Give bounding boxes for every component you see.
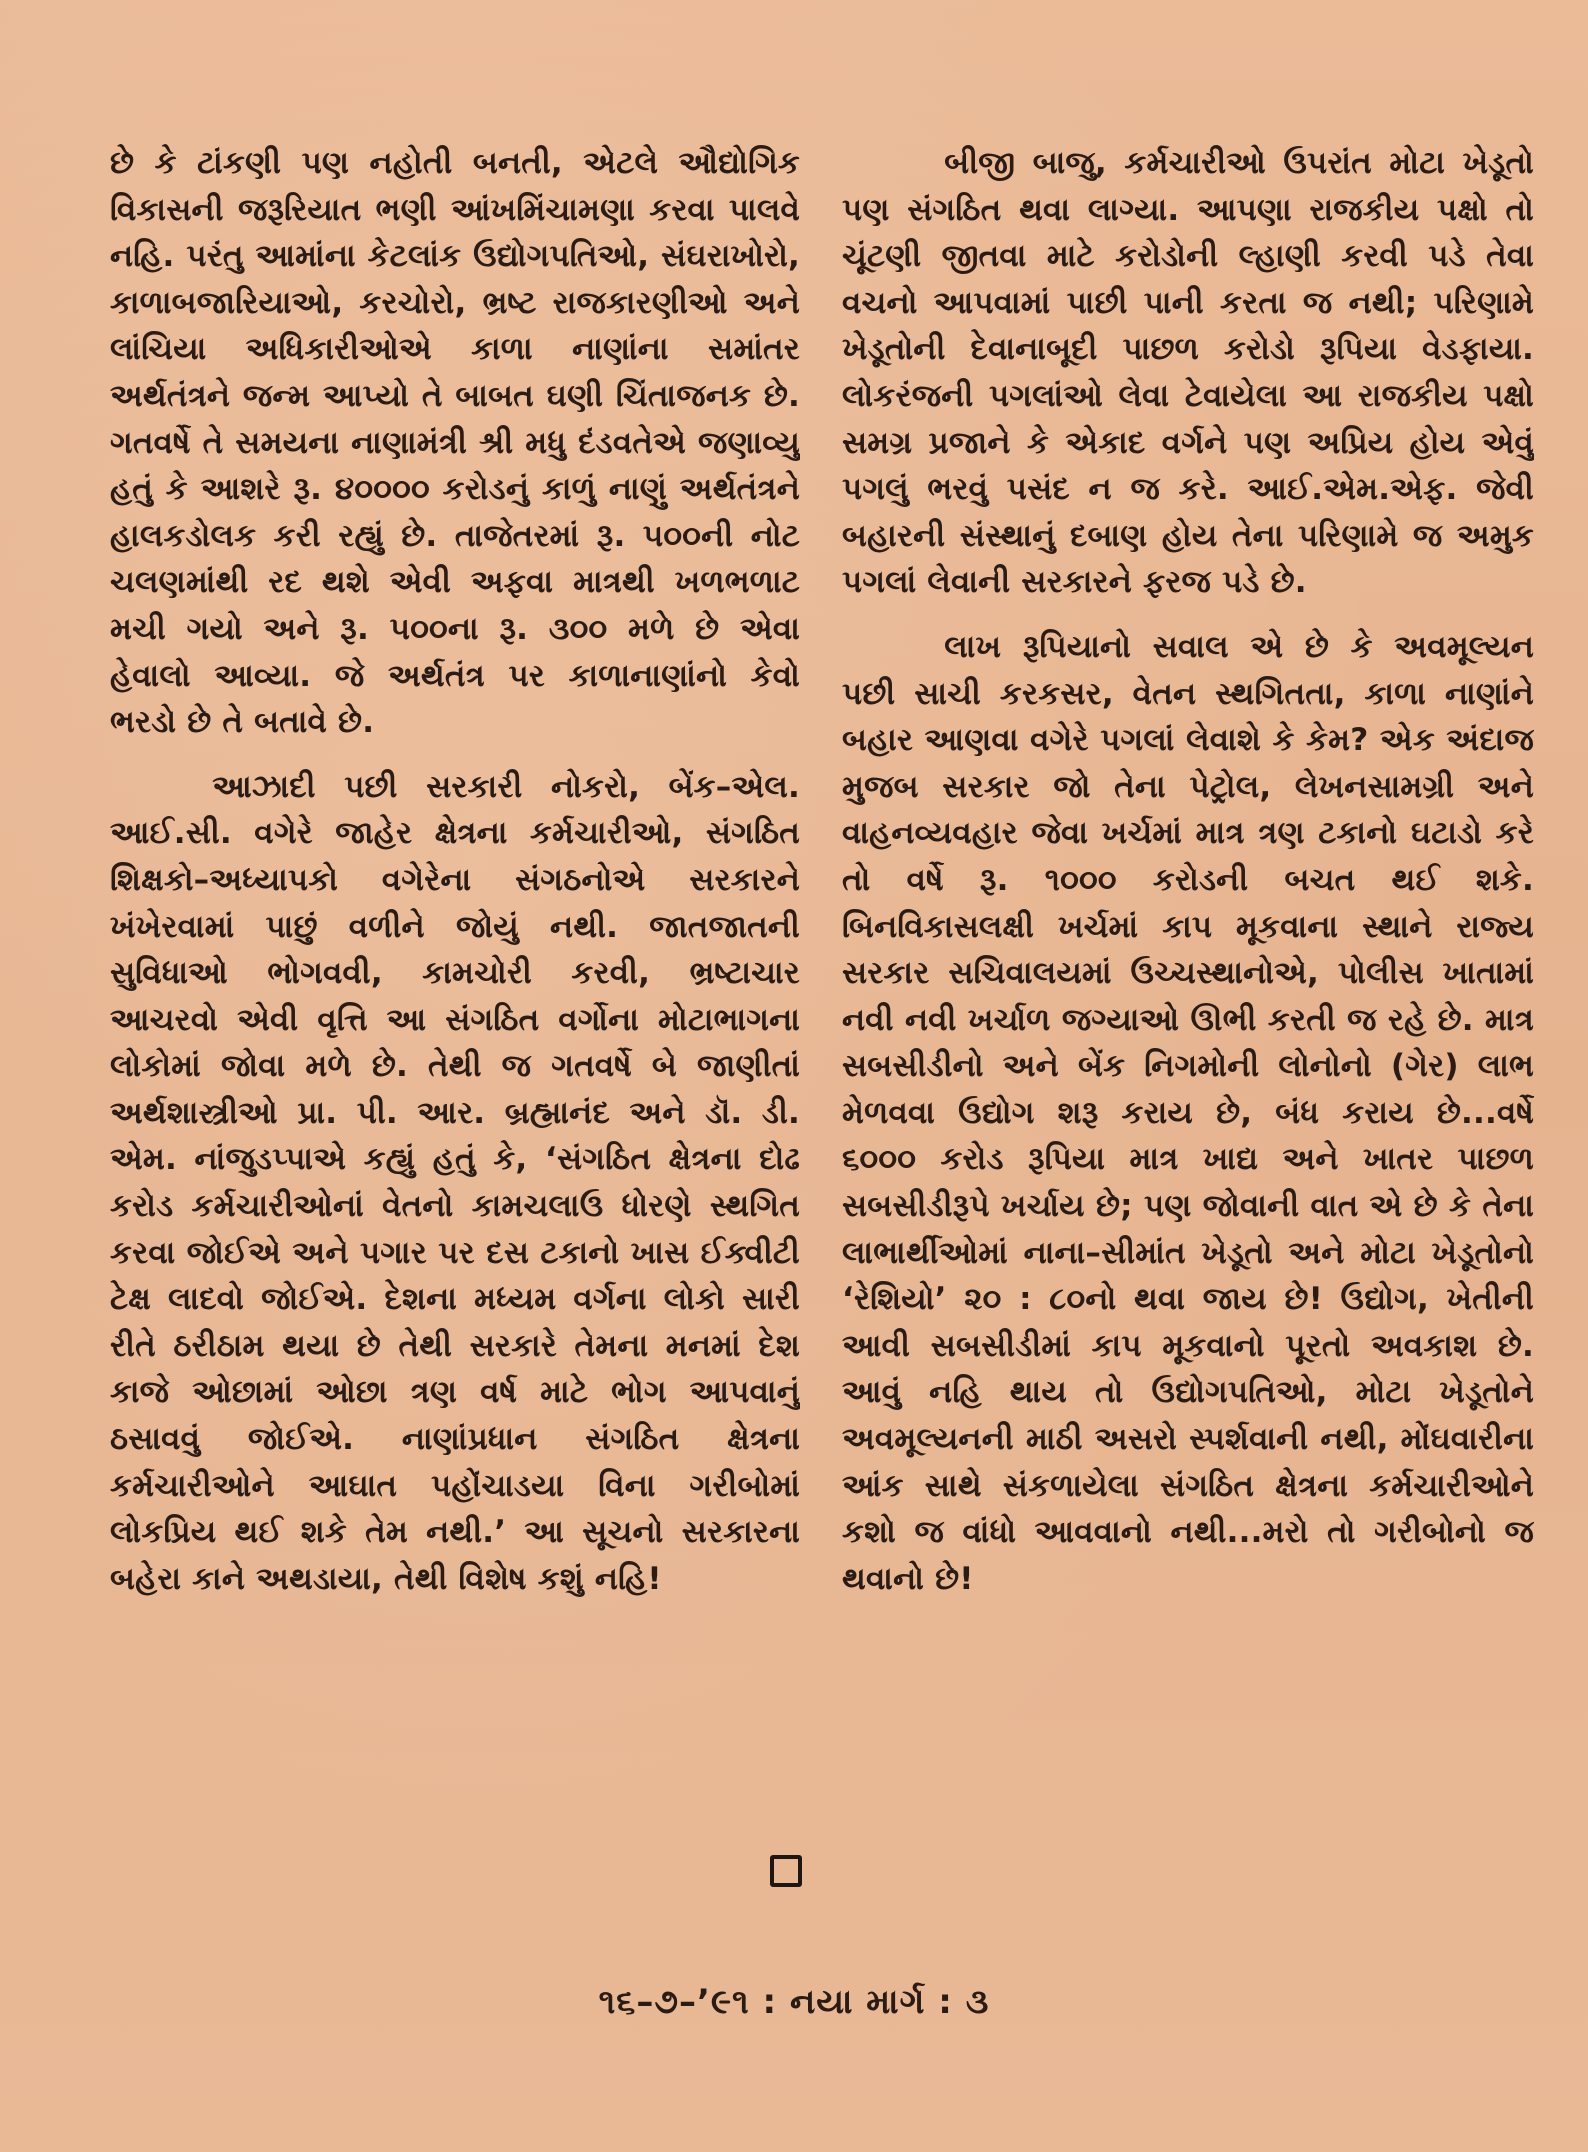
right-text-column bbox=[842, 140, 1534, 1940]
end-of-article-box-icon bbox=[770, 1855, 802, 1887]
left-paragraph-2: આઝાદી પછી સરકારી નોકરો, બેંક–એલ. આઈ.સી. વગેરે જાહેર ક્ષેત્રના કર્મચારીઓ, સંગઠિત શિક્ષકો–અધ્યાપકો વગેરેના સંગઠનોએ સરકારને ખંખેરવામાં પાછું વળીને જોયું નથી. જાતજાતની સુવિધાઓ ભોગવવી, કામચોરી કરવી, ભ્રષ્ટાચાર આચરવો એવી વૃત્તિ આ સંગઠિત વર્ગોના મોટાભાગના લોકોમાં જોવા મળે છે. તેથી જ ગતવર્ષે બે જાણીતાં અર્થશાસ્ત્રીઓ પ્રા. પી. આર. બ્રહ્માનંદ અને ડૉ. ડી. એમ. નાંજુડપ્પાએ કહ્યું હતું કે, ‘સંગઠિત ક્ષેત્રના દોઢ કરોડ કર્મચારીઓનાં વેતનો કામચલાઉ ધોરણે સ્થગિત કરવા જોઈએ અને પગાર પર દસ ટકાનો ખાસ ઈક્વીટી ટેક્ષ લાદવો જોઈએ. દેશના મધ્યમ વર્ગના લોકો સારી રીતે ઠરીઠામ થયા છે તેથી સરકારે તેમના મનમાં દેશ કાજે ઓછામાં ઓછા ત્રણ વર્ષ માટે ભોગ આપવાનું ઠસાવવું જોઈએ. નાણાંપ્રધાન સંગઠિત ક્ષેત્રના કર્મચારીઓને આઘાત પહોંચાડયા વિના ગરીબોમાં લોકપ્રિય થઈ શકે તેમ નથી.’ આ સૂચનો સરકારના બહેરા કાને અથડાયા, તેથી વિશેષ કશું નહિ! bbox=[110, 768, 800, 1597]
right-paragraph-1: બીજી બાજુ, કર્મચારીઓ ઉપરાંત મોટા ખેડૂતો પણ સંગઠિત થવા લાગ્યા. આપણા રાજકીય પક્ષો તો ચૂંટણી જીતવા માટે કરોડોની લ્હાણી કરવી પડે તેવા વચનો આપવામાં પાછી પાની કરતા જ નથી; પરિણામે ખેડૂતોની દેવાનાબૂદી પાછળ કરોડો રૂપિયા વેડફાયા. લોકરંજની પગલાંઓ લેવા ટેવાયેલા આ રાજકીય પક્ષો સમગ્ર પ્રજાને કે એકાદ વર્ગને પણ અપ્રિય હોય એવું પગલું ભરવું પસંદ ન જ કરે. આઈ.એમ.એફ. જેવી બહારની સંસ્થાનું દબાણ હોય તેના પરિણામે જ અમુક પગલાં લેવાની સરકારને ફરજ પડે છે. bbox=[842, 145, 1534, 601]
left-paragraph-1: છે કે ટાંકણી પણ નહોતી બનતી, એટલે ઔદ્યોગિક વિકાસની જરૂરિયાત ભણી આંખમિંચામણા કરવા પાલવે નહિ. પરંતુ આમાંના કેટલાંક ઉદ્યોગપતિઓ, સંઘરાખોરો, કાળાબજારિયાઓ, કરચોરો, ભ્રષ્ટ રાજકારણીઓ અને લાંચિયા અધિકારીઓએ કાળા નાણાંના સમાંતર અર્થતંત્રને જન્મ આપ્યો તે બાબત ઘણી ચિંતાજનક છે. ગતવર્ષે તે સમયના નાણામંત્રી શ્રી મધુ દંડવતેએ જણાવ્યુ હતું કે આશરે રૂ. ૪૦૦૦૦ કરોડનું કાળું નાણું અર્થતંત્રને હાલકડોલક કરી રહ્યું છે. તાજેતરમાં રૂ. ૫૦૦ની નોટ ચલણમાંથી રદ થશે એવી અફવા માત્રથી ખળભળાટ મચી ગયો અને રૂ. ૫૦૦ના રૂ. ૩૦૦ મળે છે એવા હેવાલો આવ્યા. જે અર્થતંત્ર પર કાળાનાણાંનો કેવો ભરડો છે તે બતાવે છે. bbox=[110, 145, 800, 741]
left-text-column bbox=[110, 140, 800, 1940]
right-paragraph-2: લાખ રૂપિયાનો સવાલ એ છે કે અવમૂલ્યન પછી સાચી કરકસર, વેતન સ્થગિતતા, કાળા નાણાંને બહાર આણવા વગેરે પગલાં લેવાશે કે કેમ? એક અંદાજ મુજબ સરકાર જો તેના પેટ્રોલ, લેખનસામગ્રી અને વાહનવ્યવહાર જેવા ખર્ચમાં માત્ર ત્રણ ટકાનો ઘટાડો કરે તો વર્ષે રૂ. ૧૦૦૦ કરોડની બચત થઈ શકે. બિનવિકાસલક્ષી ખર્ચમાં કાપ મૂકવાના સ્થાને રાજ્ય સરકાર સચિવાલયમાં ઉચ્ચસ્થાનોએ, પોલીસ ખાતામાં નવી નવી ખર્ચાળ જગ્યાઓ ઊભી કરતી જ રહે છે. માત્ર સબસીડીનો અને બેંક નિગમોની લોનોનો (ગેર) લાભ મેળવવા ઉદ્યોગ શરૂ કરાય છે, બંધ કરાય છે...વર્ષે ૬૦૦૦ કરોડ રૂપિયા માત્ર ખાદ્ય અને ખાતર પાછળ સબસીડીરૂપે ખર્ચાય છે; પણ જોવાની વાત એ છે કે તેના લાભાર્થીઓમાં નાના–સીમાંત ખેડૂતો અને મોટા ખેડૂતોનો ‘રેશિયો’ ૨૦ : ૮૦નો થવા જાય છે! ઉદ્યોગ, ખેતીની આવી સબસીડીમાં કાપ મૂકવાનો પૂરતો અવકાશ છે. આવું નહિ થાય તો ઉદ્યોગપતિઓ, મોટા ખેડૂતોને અવમૂલ્યનની માઠી અસરો સ્પર્શવાની નથી, મોંઘવારીના આંક સાથે સંકળાયેલા સંગઠિત ક્ષેત્રના કર્મચારીઓને કશો જ વાંધો આવવાનો નથી...મરો તો ગરીબોનો જ થવાનો છે! bbox=[842, 628, 1534, 1597]
page-footer: ૧૬–૭–’૯૧ : નયા માર્ગ : ૩ bbox=[598, 1982, 990, 2022]
